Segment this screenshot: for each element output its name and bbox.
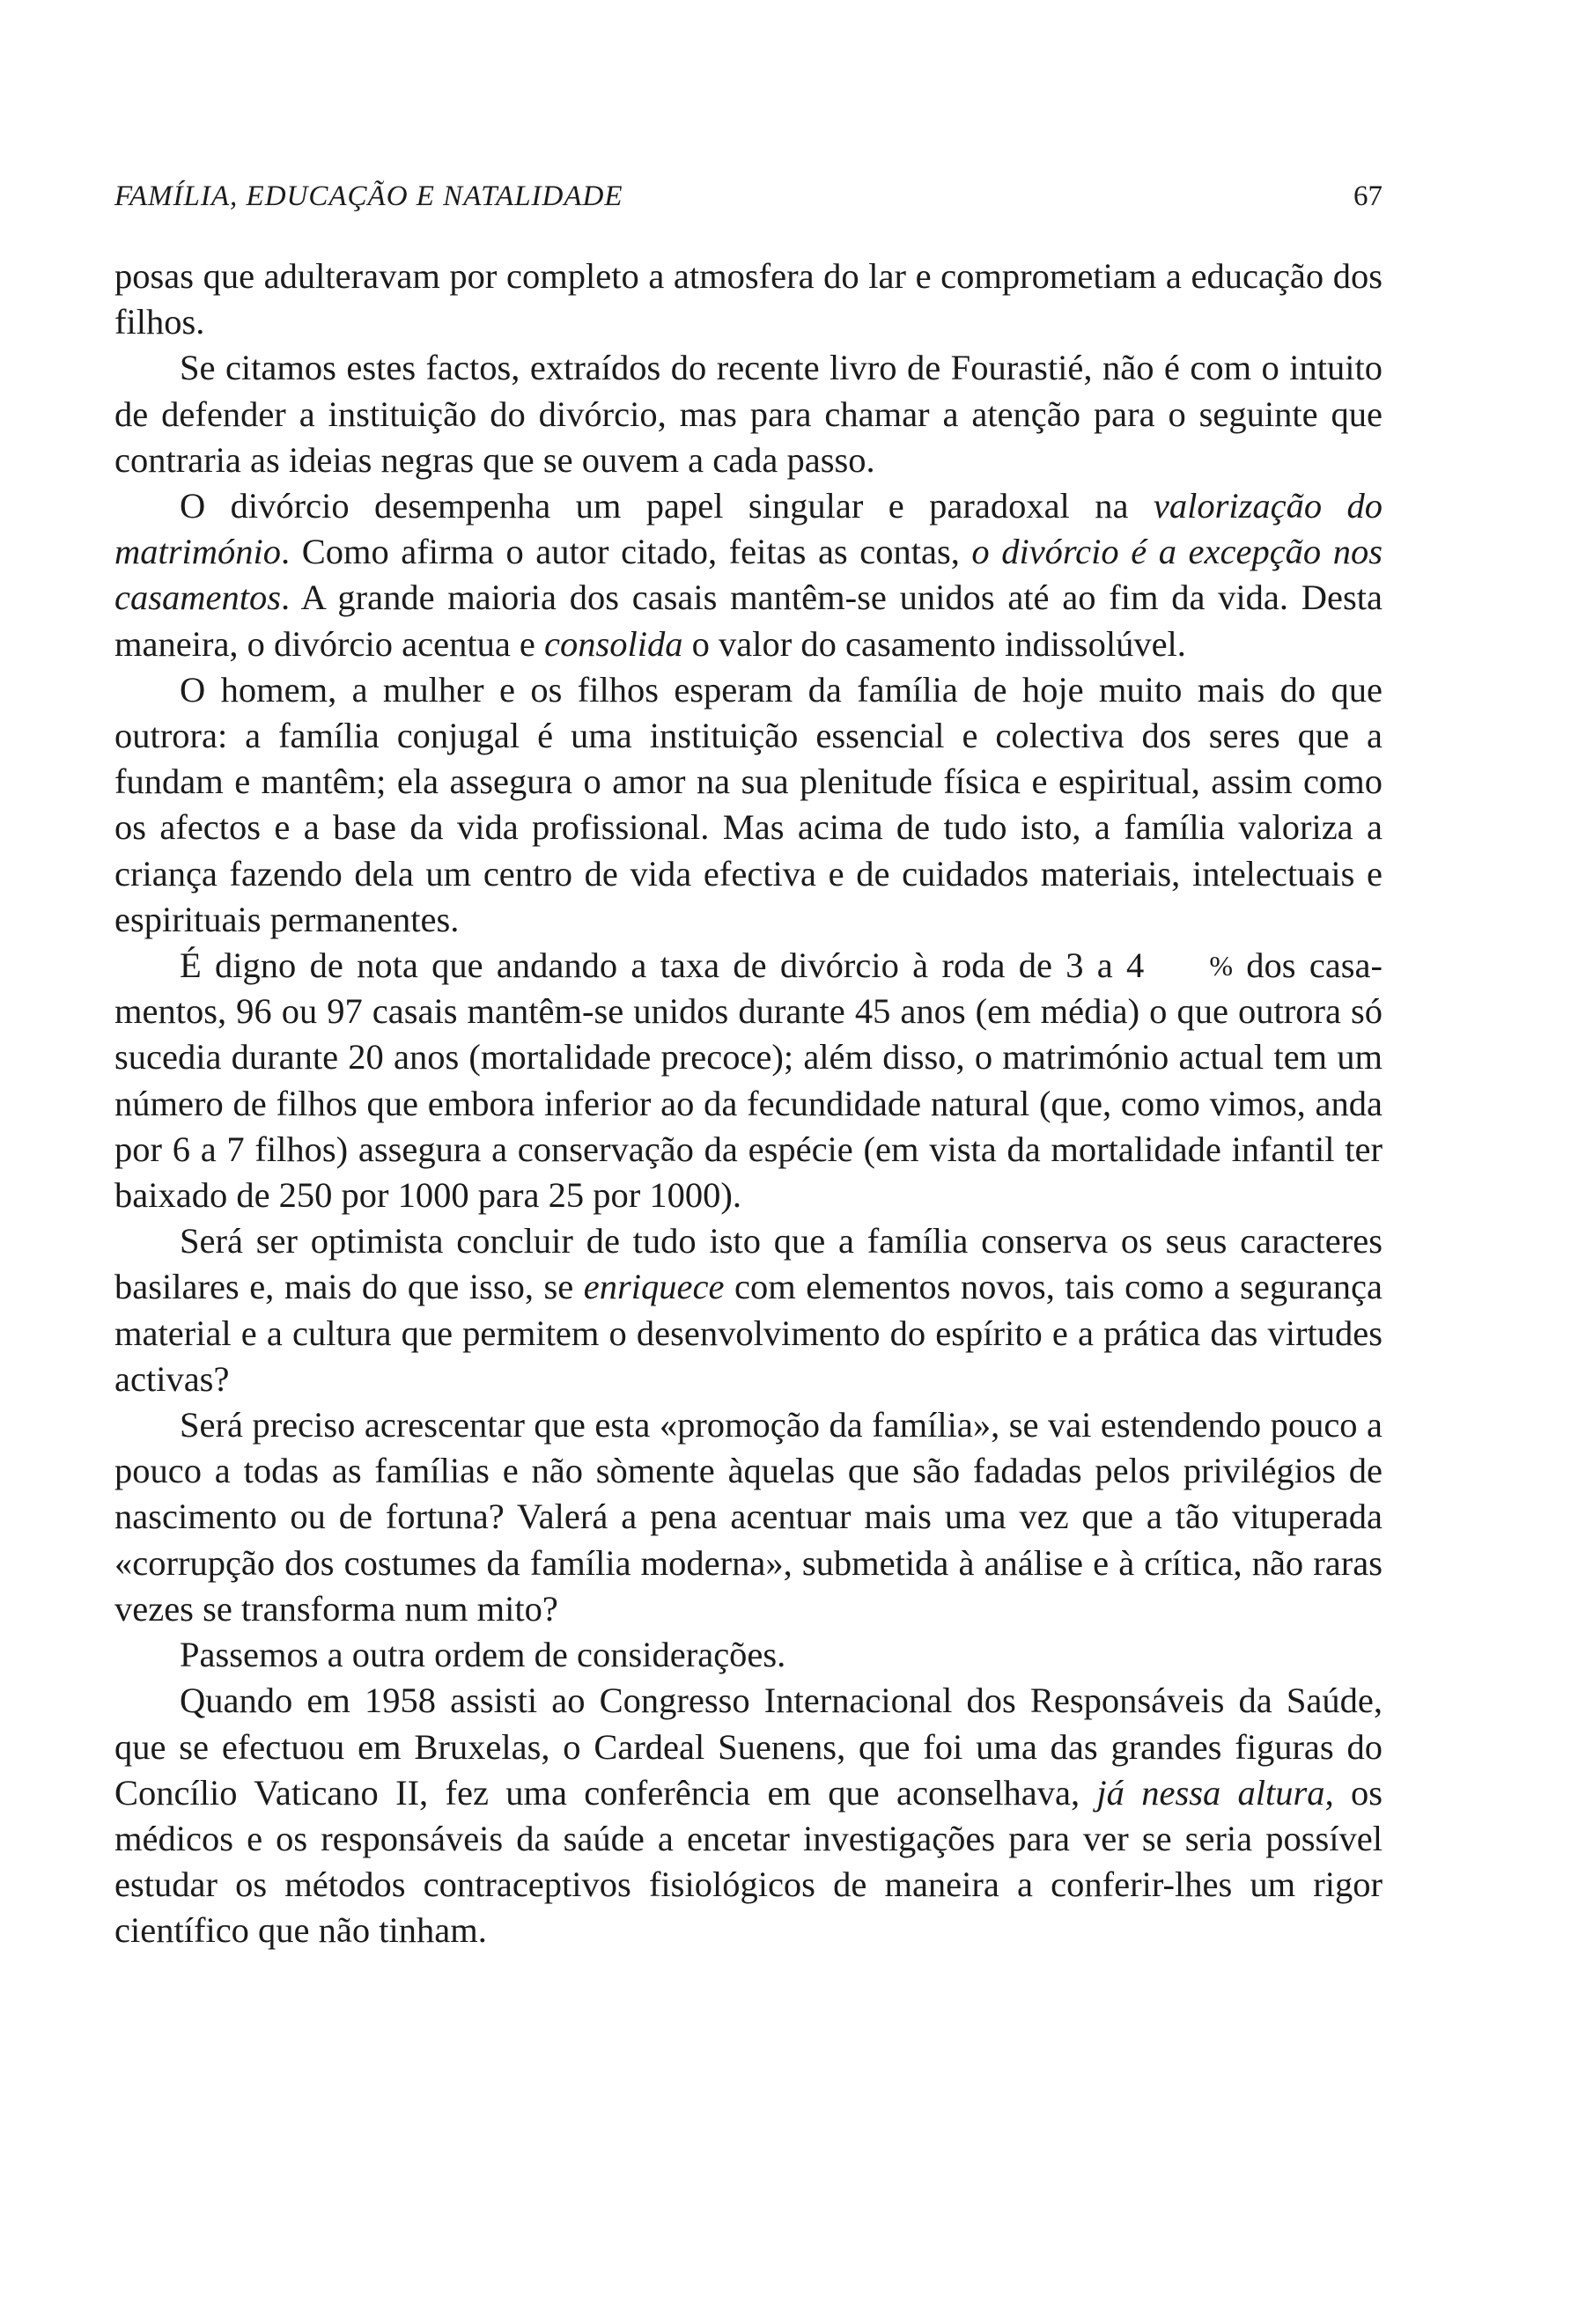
book-page (114, 172, 1383, 1954)
text-run: Passemos a outra ordem de considerações. (180, 1635, 786, 1675)
text-run: Quando em 1958 assisti ao Congresso Internacional dos Responsáveis da Saúde, que se efectuou em Bruxelas, o Cardeal Suenens, que foi uma das grandes figuras do Concílio Vaticano II, fez uma conferência em que aconselhava, (114, 1680, 1383, 1813)
italic-text: valorização do matrimónio (114, 486, 1383, 572)
italic-text: consolida (544, 623, 683, 664)
paragraph (114, 667, 1383, 943)
text-run: Será preciso acrescentar que esta «promoção da família», se vai estendendo pouco a pouco a todas as famílias e não sòmente àquelas que são fadadas pelos privilégios de nascimento ou de fortuna? Valerá a pena acentuar mais uma vez que a tão vituperada «corrupção dos costumes da família moderna», submetida à análise e à crítica, não raras vezes se transforma num mito? (114, 1405, 1383, 1629)
percent-sign: % (1209, 950, 1233, 982)
page-number: 67 (1353, 180, 1383, 212)
paragraph (114, 1678, 1383, 1953)
paragraph (114, 1632, 1383, 1678)
text-run: Será ser optimista concluir de tudo isto que a família conserva os seus caracteres basilares e, mais do que isso, se (114, 1221, 1383, 1307)
text-run: . Como afirma o autor citado, feitas as contas, (281, 532, 972, 572)
running-header (114, 172, 1383, 221)
text-run: O homem, a mulher e os filhos esperam da família de hoje muito mais do que outrora: a família conjugal é uma instituição essencial e colectiva dos seres que a fundam e mantêm; ela assegura o amor na sua plenitude física e espiritual, assim como os afectos e a base da vida profissional. Mas acima de tudo isto, a família valoriza a criança fazendo dela um centro de vida efectiva e de cuidados materiais, intelectuais e espirituais permanentes. (114, 669, 1383, 939)
paragraph (114, 345, 1383, 483)
italic-text: o divórcio é a excepção nos casamentos (114, 532, 1383, 618)
paragraph (114, 1218, 1383, 1402)
running-title: FAMÍLIA, EDUCAÇÃO E NATALIDADE (114, 180, 623, 212)
text-run: com elementos novos, tais como a segurança material e a cultura que permitem o desenvolvimento do espírito e a prática das virtudes activas? (114, 1267, 1383, 1399)
text-run: . A grande maioria dos casais mantêm-se unidos até ao fim da vida. Desta maneira, o divórcio acentua e (114, 577, 1383, 664)
paragraph (114, 943, 1383, 1218)
italic-text: enriquece (583, 1267, 725, 1307)
italic-text: já nessa altura (1096, 1772, 1325, 1813)
text-run: O divórcio desempenha um papel singular e paradoxal na (180, 486, 1154, 526)
text-run: , os médicos e os responsáveis da saúde a encetar investigações para ver se seria possível estudar os métodos contraceptivos fisiológicos de maneira a conferir-lhes um rigor científico que não tinham. (114, 1772, 1383, 1951)
body-text (114, 254, 1383, 1954)
text-run: dos casamentos, 96 ou 97 casais mantêm-se unidos durante 45 anos (em média) o que outrora só sucedia durante 20 anos (mortalidade precoce); além disso, o matrimónio actual tem um número de filhos que embora inferior ao da fecundidade natural (que, como vimos, anda por 6 a 7 filhos) assegura a conservação da espécie (em vista da mortalidade infantil ter baixado de 250 por 1000 para 25 por 1000). (114, 945, 1383, 1216)
text-run: posas que adulteravam por completo a atmosfera do lar e comprometiam a educação dos filhos. (114, 256, 1383, 342)
text-run: o valor do casamento indissolúvel. (682, 623, 1186, 664)
text-run: Se citamos estes factos, extraídos do recente livro de Fourastié, não é com o intuito de defender a instituição do divórcio, mas para chamar a atenção para o seguinte que contraria as ideias negras que se ouvem a cada passo. (114, 348, 1383, 480)
paragraph (114, 1402, 1383, 1632)
text-run: É digno de nota que andando a taxa de divórcio à roda de 3 a 4 (180, 945, 1145, 986)
paragraph (114, 254, 1383, 345)
paragraph (114, 483, 1383, 667)
